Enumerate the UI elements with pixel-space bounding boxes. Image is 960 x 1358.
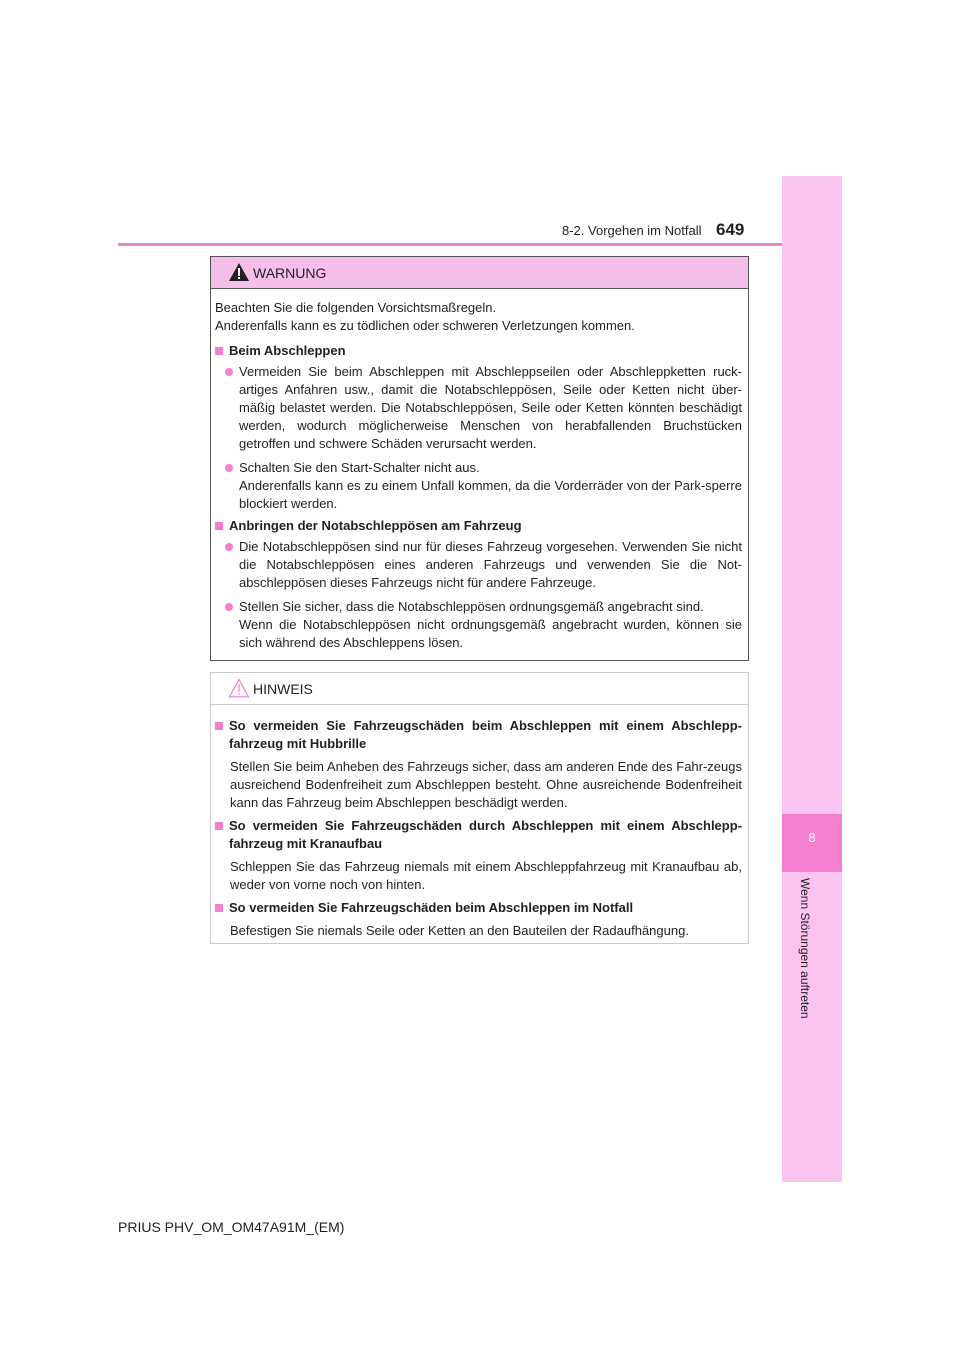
warning-title: WARNUNG — [253, 265, 327, 281]
circle-bullet-icon — [225, 603, 233, 611]
note-section-text: Befestigen Sie niemals Seile oder Ketten an den Bauteilen der Radaufhängung. — [230, 923, 689, 938]
warning-item: Schalten Sie den Start-Schalter nicht aus. Anderenfalls kann es zu einem Unfall kommen, da die Vorderräder von der Park-sperre blockiert werden. — [225, 459, 742, 513]
note-section-text: Stellen Sie beim Anheben des Fahrzeugs sicher, dass am anderen Ende des Fahr-zeugs ausreichend Bodenfreiheit zum Abschleppen besteht. Ohne ausreichende Bodenfreiheit kann das Fahrzeug beim Abschleppen beschädigt werden. — [230, 759, 742, 810]
warning-header — [211, 257, 748, 289]
chapter-number: 8 — [808, 830, 816, 845]
note-section-heading: So vermeiden Sie Fahrzeugschäden durch Abschleppen mit einem Abschlepp-fahrzeug mit Kranaufbau — [215, 817, 742, 853]
circle-bullet-icon — [225, 543, 233, 551]
warning-intro-1: Beachten Sie die folgenden Vorsichtsmaßregeln. — [215, 300, 497, 315]
warning-item: Vermeiden Sie beim Abschleppen mit Abschleppseilen oder Abschleppketten ruck-artiges Anfahren usw., damit die Notabschleppösen, Seile oder Ketten nicht über-mäßig belastet werden. Die Notabschleppösen, Seile oder Ketten könnten beschädigt werden, wodurch möglicherweise Menschen von herabfallenden Bruchstücken getroffen und schwere Schäden verursacht werden. — [225, 363, 742, 453]
warning-intro-2: Anderenfalls kann es zu tödlichen oder schweren Verletzungen kommen. — [215, 318, 635, 333]
note-box — [210, 672, 749, 944]
warning-triangle-icon — [228, 262, 250, 282]
note-header — [211, 673, 748, 705]
chapter-title: Wenn Störungen auftreten — [798, 878, 812, 1019]
warning-content — [211, 289, 748, 652]
note-section-text: Schleppen Sie das Fahrzeug niemals mit einem Abschleppfahrzeug mit Kranaufbau ab, weder von vorne noch von hinten. — [230, 859, 742, 892]
warning-section-heading: Anbringen der Notabschleppösen am Fahrzeug — [215, 517, 742, 535]
circle-bullet-icon — [225, 368, 233, 376]
warning-section-heading: Beim Abschleppen — [215, 342, 742, 360]
square-bullet-icon — [215, 522, 223, 530]
square-bullet-icon — [215, 822, 223, 830]
square-bullet-icon — [215, 347, 223, 355]
document-id: PRIUS PHV_OM_OM47A91M_(EM) — [118, 1219, 345, 1235]
header-divider — [118, 243, 840, 246]
note-content — [211, 705, 748, 940]
warning-item: Die Notabschleppösen sind nur für dieses Fahrzeug vorgesehen. Verwenden Sie nicht die Notabschleppösen eines anderen Fahrzeugs und verwenden Sie die Not-abschleppösen dieses Fahrzeugs nicht für andere Fahrzeuge. — [225, 538, 742, 592]
note-section-heading: So vermeiden Sie Fahrzeugschäden beim Abschleppen mit einem Abschlepp-fahrzeug mit Hubbrille — [215, 717, 742, 753]
square-bullet-icon — [215, 722, 223, 730]
circle-bullet-icon — [225, 464, 233, 472]
note-title: HINWEIS — [253, 681, 313, 697]
square-bullet-icon — [215, 904, 223, 912]
warning-box — [210, 256, 749, 661]
page-number: 649 — [716, 220, 745, 239]
note-section-heading: So vermeiden Sie Fahrzeugschäden beim Abschleppen im Notfall — [215, 899, 742, 917]
caution-triangle-outline-icon — [228, 678, 250, 698]
section-title: 8-2. Vorgehen im Notfall — [562, 223, 702, 238]
warning-item: Stellen Sie sicher, dass die Notabschleppösen ordnungsgemäß angebracht sind. Wenn die Notabschleppösen nicht ordnungsgemäß angebracht wurden, können sie sich während des Abschleppens lösen. — [225, 598, 742, 652]
chapter-side-tab — [782, 176, 842, 1182]
